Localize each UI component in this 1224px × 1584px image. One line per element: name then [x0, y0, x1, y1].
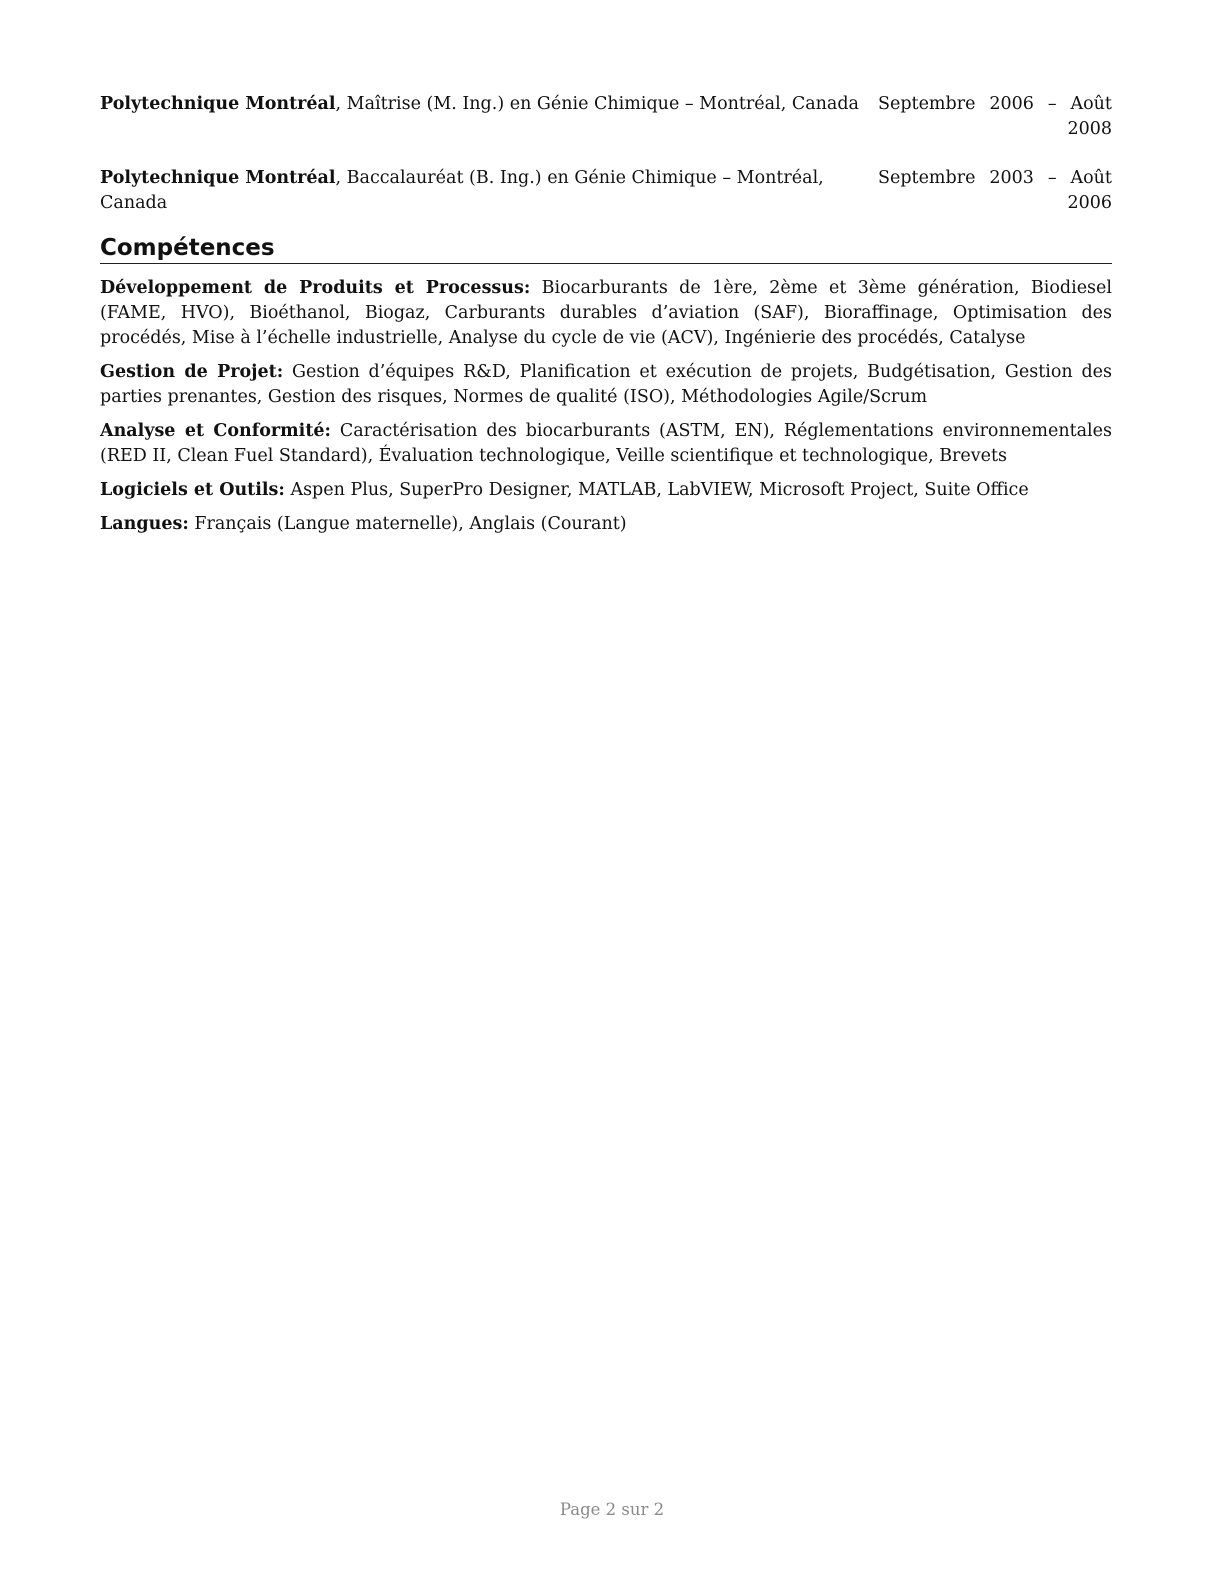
degree-details: , Baccalauréat (B. Ing.) en Génie Chimique – Montréal, Canada [100, 168, 824, 213]
skill-software-tools [100, 478, 1112, 503]
skill-project-management [100, 360, 1112, 410]
education-dates [878, 92, 1112, 142]
end-year: 2008 [1067, 119, 1112, 139]
start-month: Septembre [878, 94, 976, 114]
skill-text: Français (Langue maternelle), Anglais (Courant) [188, 514, 627, 534]
skill-product-development [100, 276, 1112, 351]
skill-text: Aspen Plus, SuperPro Designer, MATLAB, LabVIEW, Microsoft Project, Suite Office [284, 480, 1029, 500]
date-dash: – [1047, 168, 1057, 188]
start-year: 2006 [989, 94, 1034, 114]
education-description [100, 92, 878, 117]
skill-text: Gestion d’équipes R&D, Planification et exécution de projets, Budgétisation, Gestion des parties prenantes, Gestion des risques, Normes de qualité (ISO), Méthodologies Agile/Scrum [100, 362, 1112, 407]
skill-label: Langues: [100, 514, 189, 534]
start-month: Septembre [878, 168, 976, 188]
education-description [100, 166, 878, 216]
skill-label: Développement de Produits et Processus: [100, 278, 531, 298]
education-entry-masters [100, 92, 1112, 142]
institution-name: Polytechnique Montréal [100, 94, 336, 114]
skill-text: Caractérisation des biocarburants (ASTM, EN), Réglementations environnementales (RED II, Clean Fuel Standard), Évaluation technologique, Veille scientifique et technologique, Brevets [100, 421, 1112, 466]
skill-label: Logiciels et Outils: [100, 480, 285, 500]
skill-analysis-compliance [100, 419, 1112, 469]
education-entry-bachelors [100, 166, 1112, 216]
skill-label: Analyse et Conformité: [100, 421, 331, 441]
institution-name: Polytechnique Montréal [100, 168, 336, 188]
start-year: 2003 [989, 168, 1034, 188]
education-dates [878, 166, 1112, 216]
skills-section-title: Compétences [100, 234, 1112, 264]
page-number-footer: Page 2 sur 2 [559, 1500, 665, 1519]
skill-text: Biocarburants de 1ère, 2ème et 3ème génération, Biodiesel (FAME, HVO), Bioéthanol, Biogaz, Carburants durables d’aviation (SAF), Bioraffinage, Optimisation des procédés, Mise à l’échelle industrielle, Analyse du cycle de vie (ACV), Ingénierie des procédés, Catalyse [100, 278, 1112, 348]
end-month: Août [1070, 168, 1112, 188]
skill-languages [100, 512, 1112, 537]
resume-page [100, 92, 1112, 546]
degree-details: , Maîtrise (M. Ing.) en Génie Chimique – Montréal, Canada [335, 94, 859, 114]
skill-label: Gestion de Projet: [100, 362, 284, 382]
date-dash: – [1047, 94, 1057, 114]
end-year: 2006 [1067, 193, 1112, 213]
end-month: Août [1070, 94, 1112, 114]
